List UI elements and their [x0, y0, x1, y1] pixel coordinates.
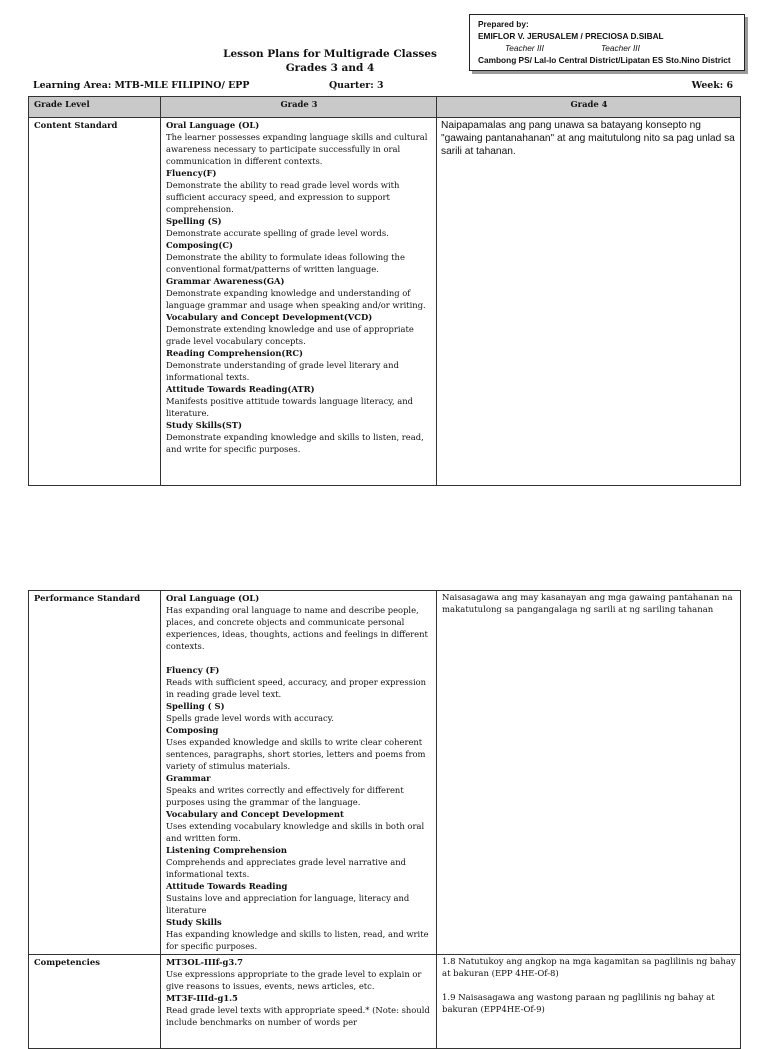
- content-standard-label: Content Standard: [29, 118, 161, 486]
- cs-item: [166, 347, 432, 383]
- ps-item-text: Spells grade level words with accuracy.: [166, 713, 334, 723]
- cs-item-text: Demonstrate accurate spelling of grade level words.: [166, 228, 389, 238]
- cs-item-text: Demonstrate the ability to read grade level words with sufficient accuracy speed, and expression to support comprehension.: [166, 180, 400, 214]
- performance-standard-label: Performance Standard: [29, 591, 161, 955]
- ps-item: [166, 844, 432, 880]
- lesson-plan-table-2: [28, 590, 741, 1049]
- cs-item-title: Composing(C): [166, 240, 233, 250]
- prepared-by-label: Prepared by:: [478, 19, 529, 29]
- ps-item-text: Reads with sufficient speed, accuracy, and proper expression in reading grade level text.: [166, 677, 427, 699]
- performance-standard-grade4: Naisasagawa ang may kasanayan ang mga gawaing pantahanan na makatutulong sa pangangalaga ng sarili at ng sariling tahanan: [437, 591, 741, 955]
- comp-item: [166, 956, 432, 992]
- lesson-plan-table-1: [28, 96, 741, 486]
- cs-item-title: Grammar Awareness(GA): [166, 276, 285, 286]
- ps-item: [166, 592, 432, 652]
- ps-item-title: Listening Comprehension: [166, 845, 287, 855]
- cs-item-title: Spelling (S): [166, 216, 222, 226]
- comp-grade4-item: 1.9 Naisasagawa ang wastong paraan ng paglilinis ng bahay at bakuran (EPP4HE-Of-9): [442, 993, 715, 1015]
- ps-item-text: Comprehends and appreciates grade level narrative and informational texts.: [166, 857, 407, 879]
- competencies-label: Competencies: [29, 955, 161, 1049]
- cs-item-title: Study Skills(ST): [166, 420, 242, 430]
- cs-item: [166, 239, 432, 275]
- learning-area: Learning Area: MTB-MLE FILIPINO/ EPP: [33, 80, 250, 91]
- competencies-row: [29, 955, 741, 1049]
- ps-item-text: Has expanding oral language to name and describe people, places, and concrete objects and communicate personal experiences, ideas, thoughts, actions and feelings in different contexts.: [166, 605, 428, 651]
- title-line-1: Lesson Plans for Multigrade Classes: [223, 48, 437, 60]
- performance-standard-row: [29, 591, 741, 955]
- cs-item: [166, 215, 432, 239]
- cs-item: [166, 167, 432, 215]
- comp-grade4-item: 1.8 Natutukoy ang angkop na mga kagamitan sa paglilinis ng bahay at bakuran (EPP 4HE-Of-8): [442, 957, 736, 979]
- preparer-role-2: Teacher III: [601, 43, 640, 53]
- ps-item-title: Grammar: [166, 773, 211, 783]
- ps-item-title: Study Skills: [166, 917, 222, 927]
- ps-item: [166, 664, 432, 700]
- ps-item-title: Vocabulary and Concept Development: [166, 809, 344, 819]
- cs-item-title: Attitude Towards Reading(ATR): [166, 384, 315, 394]
- ps-item-title: Composing: [166, 725, 219, 735]
- cs-item-title: Oral Language (OL): [166, 120, 260, 130]
- cs-item-title: Vocabulary and Concept Development(VCD): [166, 312, 373, 322]
- comp-item-code: MT3F-IIId-g1.5: [166, 993, 238, 1003]
- ps-item-text: Uses extending vocabulary knowledge and skills in both oral and written form.: [166, 821, 425, 843]
- preparer-roles: [478, 42, 744, 54]
- competencies-grade4: [437, 955, 741, 1049]
- content-standard-row: [29, 118, 741, 486]
- spacer: [442, 980, 736, 992]
- performance-standard-grade3: [161, 591, 437, 955]
- ps-item: [166, 700, 432, 724]
- header-grade-3: Grade 3: [161, 97, 437, 118]
- cs-item: [166, 419, 432, 455]
- ps-item-title: Oral Language (OL): [166, 593, 260, 603]
- table-header-row: [29, 97, 741, 118]
- cs-item-title: Fluency(F): [166, 168, 217, 178]
- document-title: [190, 47, 470, 75]
- cs-item: [166, 119, 432, 167]
- preparer-role-1: Teacher III: [505, 43, 544, 53]
- header-grade-4: Grade 4: [437, 97, 741, 118]
- cs-item: [166, 311, 432, 347]
- cs-item-title: Reading Comprehension(RC): [166, 348, 303, 358]
- ps-item-text: Speaks and writes correctly and effectively for different purposes using the grammar of the language.: [166, 785, 404, 807]
- lesson-meta: [33, 80, 739, 92]
- title-line-2: Grades 3 and 4: [285, 62, 375, 74]
- ps-item-title: Attitude Towards Reading: [166, 881, 288, 891]
- cs-item: [166, 383, 432, 419]
- prepared-by-box: [469, 14, 745, 71]
- quarter: Quarter: 3: [329, 80, 384, 91]
- cs-item-text: Demonstrate expanding knowledge and understanding of language grammar and usage when speaking and/or writing.: [166, 288, 426, 310]
- comp-item: [166, 992, 432, 1028]
- preparer-names: EMIFLOR V. JERUSALEM / PRECIOSA D.SIBAL: [478, 31, 664, 41]
- spacer: [166, 652, 432, 664]
- comp-item-code: MT3OL-IIIf-g3.7: [166, 957, 243, 967]
- cs-item-text: Manifests positive attitude towards language literacy, and literature.: [166, 396, 413, 418]
- comp-item-text: Read grade level texts with appropriate speed.* (Note: should include benchmarks on number of words per: [166, 1005, 430, 1027]
- cs-item: [166, 275, 432, 311]
- comp-item-text: Use expressions appropriate to the grade level to explain or give reasons to issues, events, news articles, etc.: [166, 969, 422, 991]
- preparer-schools: Cambong PS/ Lal-lo Central District/Lipatan ES Sto.Nino District: [478, 55, 731, 65]
- ps-item: [166, 724, 432, 772]
- cs-item-text: Demonstrate understanding of grade level literary and informational texts.: [166, 360, 399, 382]
- ps-item-title: Fluency (F): [166, 665, 220, 675]
- ps-item: [166, 772, 432, 808]
- ps-item: [166, 880, 432, 916]
- cs-item-text: The learner possesses expanding language skills and cultural awareness necessary to participate successfully in oral communication in different contexts.: [166, 132, 428, 166]
- content-standard-grade4: Naipapamalas ang pang unawa sa batayang konsepto ng "gawaing pantanahanan" at ang maitutulong nito sa pag unlad sa sarili at tahanan.: [437, 118, 741, 486]
- cs-item-text: Demonstrate the ability to formulate ideas following the conventional format/patterns of written language.: [166, 252, 405, 274]
- content-standard-grade3: [161, 118, 437, 486]
- ps-item-title: Spelling ( S): [166, 701, 225, 711]
- ps-item: [166, 916, 432, 952]
- ps-item: [166, 808, 432, 844]
- week: Week: 6: [691, 80, 733, 91]
- ps-item-text: Has expanding knowledge and skills to listen, read, and write for specific purposes.: [166, 929, 429, 951]
- ps-item-text: Sustains love and appreciation for language, literacy and literature: [166, 893, 410, 915]
- ps-item-text: Uses expanded knowledge and skills to write clear coherent sentences, paragraphs, short stories, letters and poems from variety of stimulus materials.: [166, 737, 426, 771]
- cs-item-text: Demonstrate extending knowledge and use of appropriate grade level vocabulary concepts.: [166, 324, 414, 346]
- competencies-grade3: [161, 955, 437, 1049]
- header-grade-level: Grade Level: [29, 97, 161, 118]
- cs-item-text: Demonstrate expanding knowledge and skills to listen, read, and write for specific purposes.: [166, 432, 424, 454]
